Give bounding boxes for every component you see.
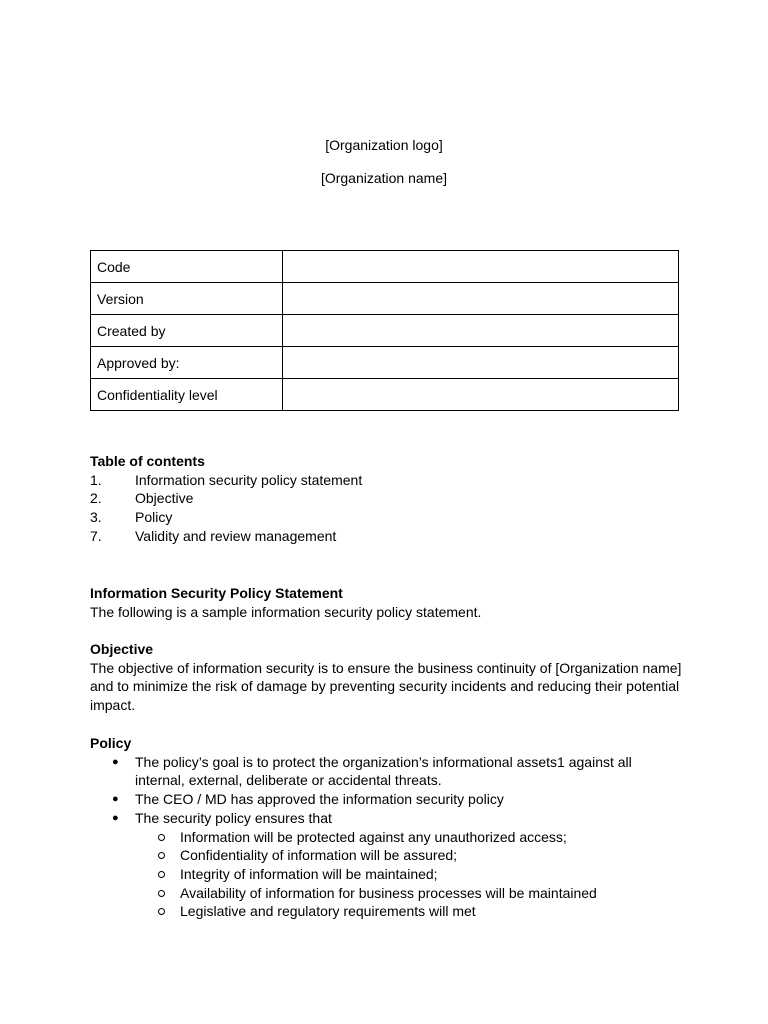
objective-heading: Objective: [90, 641, 154, 657]
created-by-value[interactable]: [283, 315, 679, 347]
policy-sub-bullet-text: Information will be protected against any unauthorized access;: [180, 828, 567, 845]
bullet-icon: ●: [112, 793, 119, 806]
policy-section: [90, 734, 650, 921]
list-item: [135, 902, 650, 921]
list-item: [135, 865, 650, 884]
version-value[interactable]: [283, 283, 679, 315]
circle-bullet-icon: [158, 834, 165, 841]
list-item: [135, 846, 650, 865]
toc-item-number: 2.: [90, 490, 102, 507]
toc-item-label: Objective: [135, 490, 194, 507]
objective-section: [90, 640, 682, 715]
list-item: [135, 828, 650, 847]
policy-sub-bullet-text: Availability of information for business processes will be maintained: [180, 884, 597, 901]
document-metadata-table: [90, 250, 679, 411]
organization-name-placeholder: [Organization name]: [320, 170, 448, 186]
confidentiality-level-label: Confidentiality level: [91, 379, 283, 411]
circle-bullet-icon: [158, 890, 165, 897]
statement-body: The following is a sample information security policy statement.: [90, 603, 482, 620]
code-value[interactable]: [283, 251, 679, 283]
list-item: [90, 753, 650, 790]
table-row: [91, 315, 679, 347]
toc-item-label: Information security policy statement: [135, 471, 363, 488]
policy-bullet-list: [90, 753, 650, 921]
statement-section: [90, 584, 690, 621]
policy-bullet-text: The security policy ensures that: [135, 809, 332, 826]
organization-logo-placeholder: [Organization logo]: [325, 137, 443, 153]
toc-item[interactable]: [90, 508, 690, 527]
toc-item[interactable]: [90, 471, 690, 490]
toc-item-number: 7.: [90, 527, 102, 544]
confidentiality-level-value[interactable]: [283, 379, 679, 411]
created-by-label: Created by: [91, 315, 283, 347]
toc-item-label: Policy: [135, 509, 173, 526]
policy-sub-bullet-list: [135, 828, 650, 922]
policy-sub-bullet-text: Integrity of information will be maintained;: [180, 865, 438, 882]
toc-item-number: 3.: [90, 509, 102, 526]
circle-bullet-icon: [158, 871, 165, 878]
policy-sub-bullet-text: Legislative and regulatory requirements will met: [180, 903, 476, 920]
bullet-icon: ●: [112, 811, 119, 824]
policy-bullet-text: The policy’s goal is to protect the organization’s informational assets1 against all internal, external, deliberate or accidental threats.: [135, 753, 632, 789]
toc-title: Table of contents: [90, 453, 205, 469]
toc-item[interactable]: [90, 527, 690, 546]
circle-bullet-icon: [158, 908, 165, 915]
bullet-icon: ●: [112, 755, 119, 768]
table-row: [91, 283, 679, 315]
objective-body: The objective of information security is to ensure the business continuity of [Organization name] and to minimize the risk of damage by preventing security incidents and reducing their potential impact.: [90, 659, 682, 714]
toc-item-number: 1.: [90, 471, 102, 488]
policy-sub-bullet-text: Confidentiality of information will be assured;: [180, 847, 458, 864]
list-item: [90, 790, 650, 809]
list-item: [90, 809, 650, 921]
approved-by-value[interactable]: [283, 347, 679, 379]
table-row: [91, 347, 679, 379]
table-row: [91, 251, 679, 283]
toc-item-label: Validity and review management: [135, 527, 337, 544]
table-row: [91, 379, 679, 411]
policy-heading: Policy: [90, 735, 132, 751]
version-label: Version: [91, 283, 283, 315]
circle-bullet-icon: [158, 852, 165, 859]
list-item: [135, 884, 650, 903]
statement-heading: Information Security Policy Statement: [90, 585, 343, 601]
code-label: Code: [91, 251, 283, 283]
policy-bullet-text: The CEO / MD has approved the information security policy: [135, 791, 504, 808]
table-of-contents: [90, 452, 690, 546]
approved-by-label: Approved by:: [91, 347, 283, 379]
toc-item[interactable]: [90, 489, 690, 508]
